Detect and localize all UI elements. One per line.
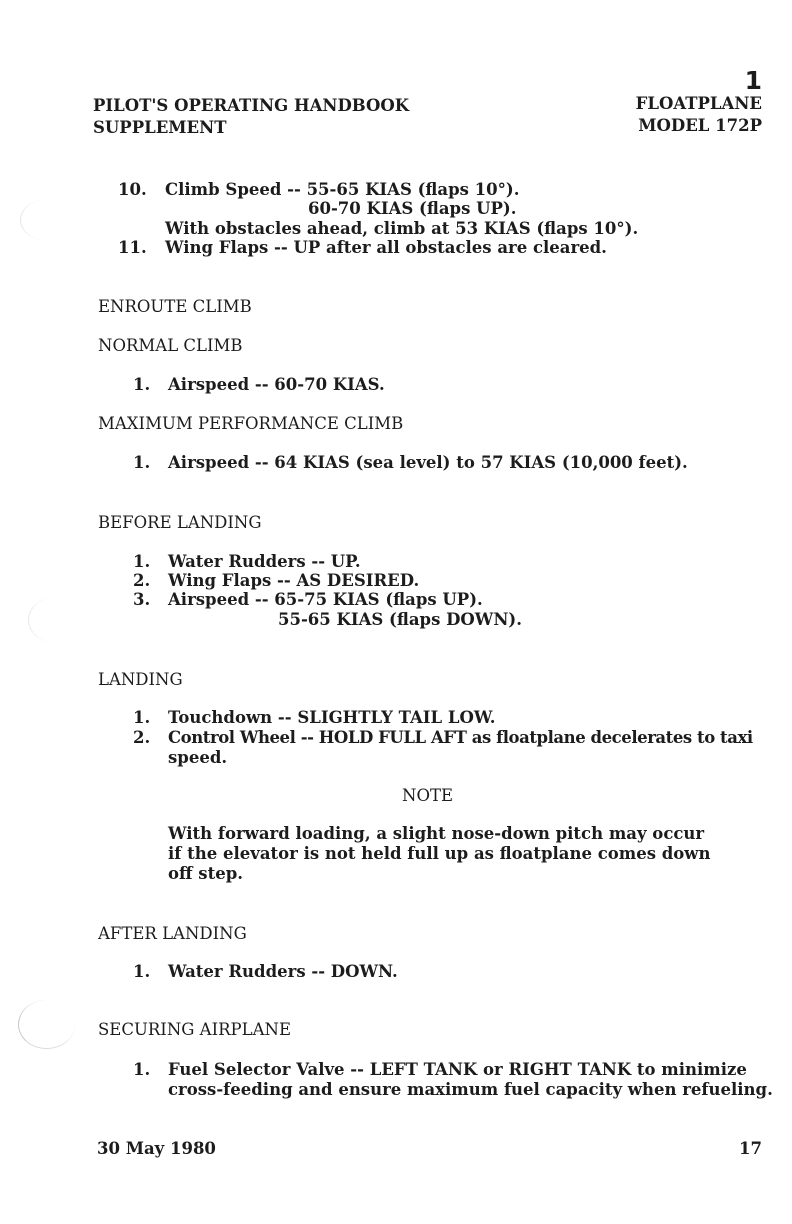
subsection-heading: MAXIMUM PERFORMANCE CLIMB: [98, 414, 404, 433]
step-number: 1.: [133, 552, 151, 571]
step-text: speed.: [168, 748, 228, 767]
step-number: 1.: [133, 962, 151, 981]
step-text: 55-65 KIAS (flaps DOWN).: [278, 610, 522, 629]
model-number: MODEL 172P: [638, 116, 762, 135]
note-heading: NOTE: [402, 786, 454, 805]
step-text: Climb Speed -- 55-65 KIAS (flaps 10°).: [165, 180, 520, 199]
step-text: Airspeed -- 64 KIAS (sea level) to 57 KIAS (10,000 feet).: [168, 453, 688, 472]
footer-date: 30 May 1980: [97, 1139, 216, 1158]
step-text: Fuel Selector Valve -- LEFT TANK or RIGHT TANK to minimize: [168, 1060, 747, 1079]
step-text: Water Rudders -- UP.: [168, 552, 361, 571]
binder-hole-mark: [28, 598, 79, 642]
step-number: 10.: [118, 180, 147, 199]
step-number: 2.: [133, 571, 151, 590]
section-tab-number: 1: [744, 66, 762, 95]
step-text: Water Rudders -- DOWN.: [168, 962, 398, 981]
step-text: cross-feeding and ensure maximum fuel capacity when refueling.: [168, 1080, 773, 1099]
subsection-heading: NORMAL CLIMB: [98, 336, 243, 355]
step-text: Touchdown -- SLIGHTLY TAIL LOW.: [168, 708, 496, 727]
step-text: Airspeed -- 60-70 KIAS.: [168, 375, 385, 394]
binder-hole-mark: [20, 200, 71, 240]
section-heading: SECURING AIRPLANE: [98, 1020, 291, 1039]
section-heading: ENROUTE CLIMB: [98, 297, 252, 316]
step-number: 11.: [118, 238, 147, 257]
step-text: Wing Flaps -- AS DESIRED.: [168, 571, 420, 590]
step-text: Wing Flaps -- UP after all obstacles are cleared.: [165, 238, 607, 257]
section-heading: BEFORE LANDING: [98, 513, 262, 532]
binder-hole-mark: [18, 1000, 75, 1049]
model-title: FLOATPLANE: [635, 94, 762, 113]
step-number: 2.: [133, 728, 151, 747]
handbook-title: PILOT'S OPERATING HANDBOOK: [93, 96, 410, 115]
step-number: 1.: [133, 453, 151, 472]
step-number: 3.: [133, 590, 151, 609]
page-number: 17: [739, 1139, 762, 1158]
step-number: 1.: [133, 375, 151, 394]
note-text: With forward loading, a slight nose-down pitch may occur: [168, 824, 705, 843]
note-text: if the elevator is not held full up as floatplane comes down: [168, 844, 711, 863]
step-text: 60-70 KIAS (flaps UP).: [308, 199, 517, 218]
step-text: Airspeed -- 65-75 KIAS (flaps UP).: [168, 590, 483, 609]
section-heading: LANDING: [98, 670, 183, 689]
note-text: off step.: [168, 864, 243, 883]
step-text: Control Wheel -- HOLD FULL AFT as floatplane decelerates to taxi: [168, 728, 753, 747]
step-text: With obstacles ahead, climb at 53 KIAS (flaps 10°).: [165, 219, 639, 238]
step-number: 1.: [133, 708, 151, 727]
handbook-subtitle: SUPPLEMENT: [93, 118, 227, 137]
step-number: 1.: [133, 1060, 151, 1079]
section-heading: AFTER LANDING: [98, 924, 247, 943]
